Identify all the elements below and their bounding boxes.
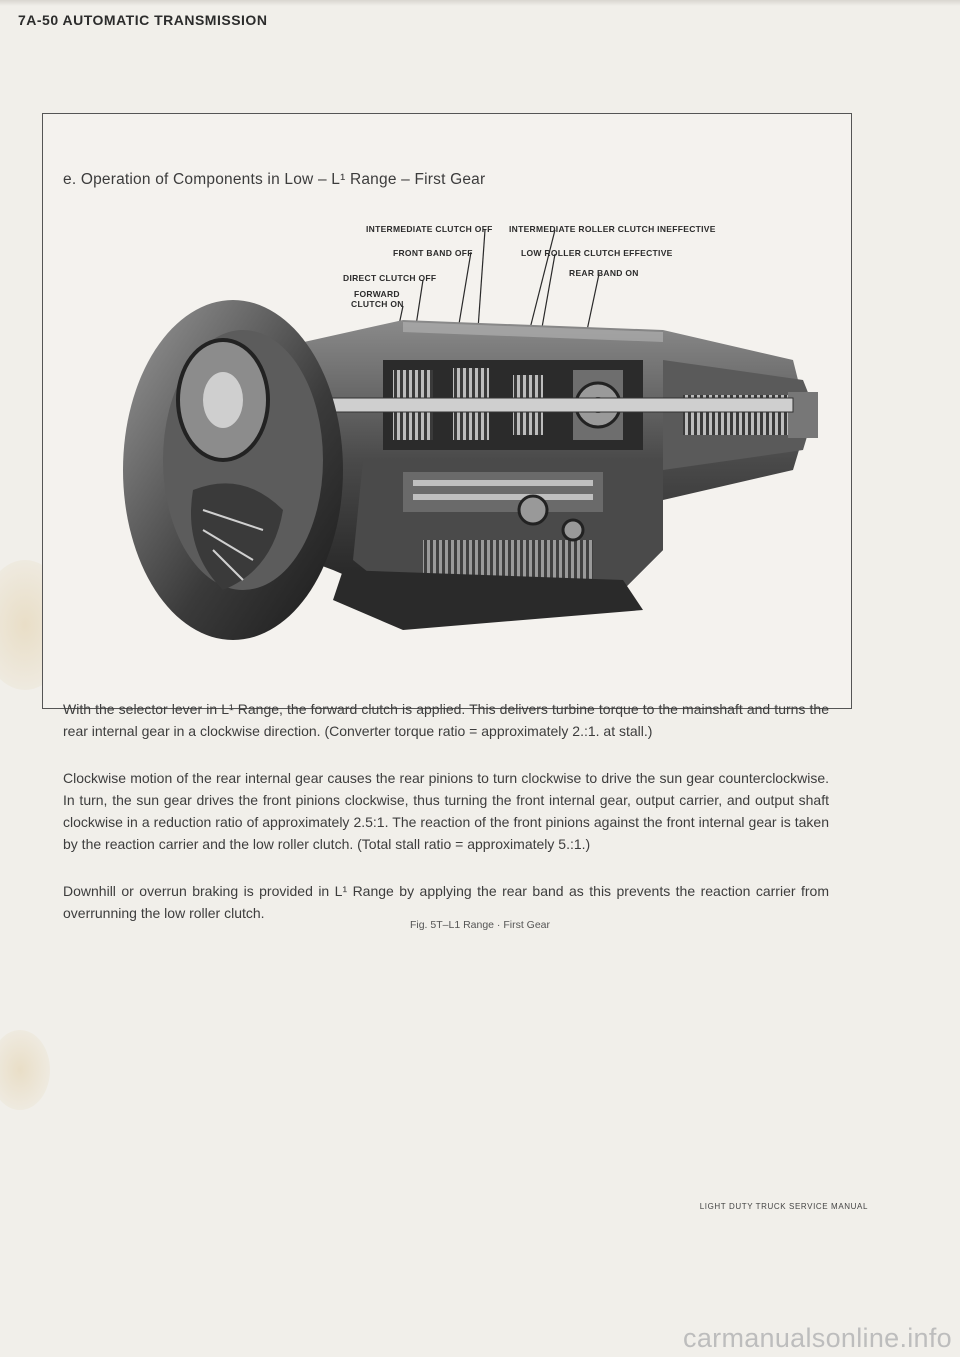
callout-rear-band: REAR BAND ON [569, 268, 639, 278]
callout-intermediate-clutch: INTERMEDIATE CLUTCH OFF [366, 224, 493, 234]
callout-forward-clutch-line2: CLUTCH ON [351, 299, 404, 309]
callout-forward-clutch-line1: FORWARD [354, 289, 400, 299]
callout-front-band: FRONT BAND OFF [393, 248, 473, 258]
callout-direct-clutch: DIRECT CLUTCH OFF [343, 273, 437, 283]
transmission-cutaway-illustration [103, 210, 833, 700]
top-edge-shading [0, 0, 960, 6]
paragraph-forward-clutch: With the selector lever in L¹ Range, the forward clutch is applied. This delivers turbine torque to the mainshaft and turns the rear internal gear in a clockwise direction. (Converter torque ratio = approximately 2.:1. at stall.) [63, 701, 829, 739]
paragraph-gear-motion: Clockwise motion of the rear internal gear causes the rear pinions to turn clockwise to drive the sun gear counterclockwise. In turn, the sun gear drives the front pinions clockwise, thus turning the front internal gear, output carrier, and output shaft clockwise in a reduction ratio of approximately 2.5:1. The reaction of the front pinions against the front internal gear is taken by the reaction carrier and the low roller clutch. (Total stall ratio = approximately 5.:1.) [63, 770, 829, 852]
paper-stain [0, 1030, 50, 1110]
callout-low-roller-clutch: LOW ROLLER CLUTCH EFFECTIVE [521, 248, 673, 258]
section-title: e. Operation of Components in Low – L¹ Range – First Gear [63, 171, 486, 188]
figure-caption: Fig. 5T–L1 Range · First Gear [409, 919, 551, 931]
transmission-cutaway-drawing [103, 210, 833, 700]
watermark: carmanualsonline.info [683, 1323, 952, 1353]
footer-manual-title: LIGHT DUTY TRUCK SERVICE MANUAL [699, 1202, 868, 1211]
figure-frame [42, 113, 852, 921]
callout-intermediate-roller-clutch: INTERMEDIATE ROLLER CLUTCH INEFFECTIVE [509, 224, 716, 234]
running-header: 7A-50 AUTOMATIC TRANSMISSION [18, 12, 268, 28]
paragraph-overrun-braking: Downhill or overrun braking is provided in L¹ Range by applying the rear band as this prevents the reaction carrier from overrunning the low roller clutch. [63, 883, 829, 921]
